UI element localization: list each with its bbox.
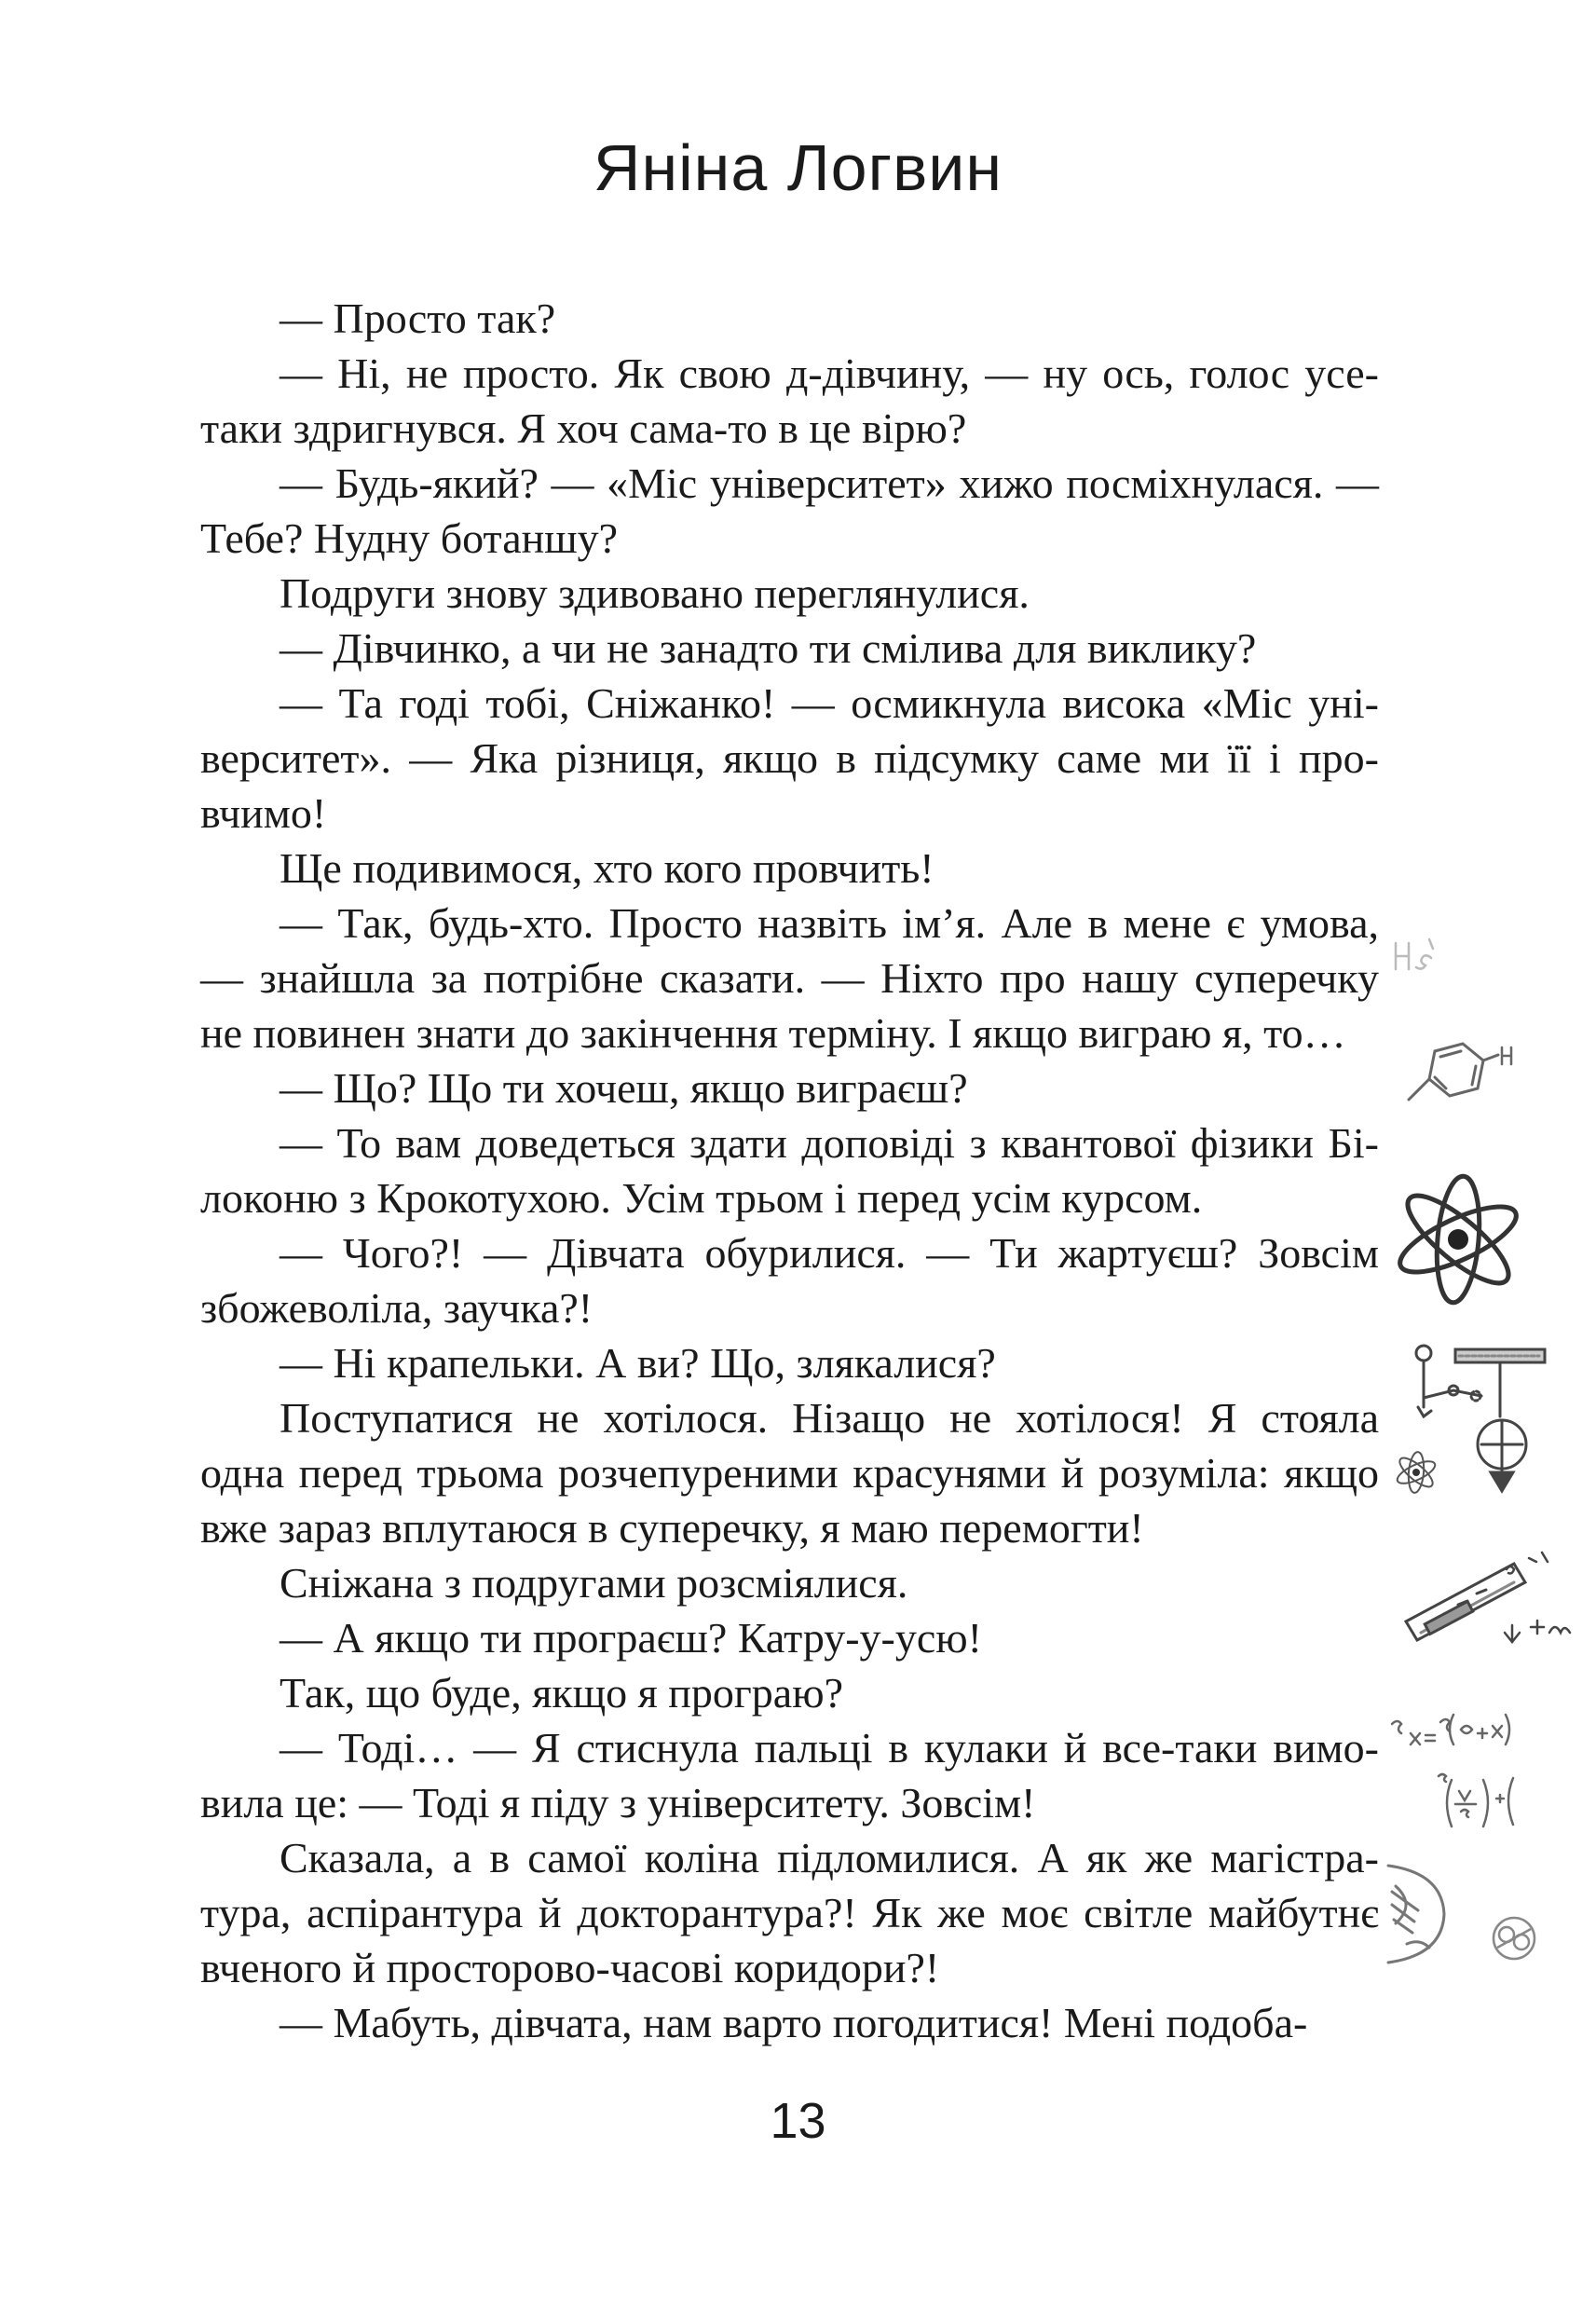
paragraph: Так, що буде, якщо я програю? (280, 1669, 843, 1717)
body-text (200, 291, 1379, 2050)
paragraph: Подруги знову здивовано переглянулися. (280, 569, 1030, 617)
small-atom-icon (1393, 1449, 1439, 1496)
small-circle-scribble-icon (1486, 1910, 1542, 1966)
fraction-scribble-icon (1435, 1771, 1547, 1836)
paragraph: — Чого?! — Дівчата обурилися. — Ти жартуєш? Зовсім збожеволіла, заучка?! (200, 1229, 1379, 1332)
paragraph: — То вам доведеться здати доповіді з квантової фізики Білоконю з Крокотухою. Усім трьом і перед усім курсом. (200, 1119, 1379, 1222)
paragraph: — Та годі тобі, Сніжанко! — осмикнула висока «Міс університет». — Яка різниця, якщо в підсумку саме ми її і провчимо! (200, 679, 1379, 837)
paragraph: — Так, будь-хто. Просто назвіть ім’я. Але в мене є умова, — знайшла за потрібне сказати. — Ніхто про нашу суперечку не повинен знати до закінчення терміну. І якщо виграю я, то… (200, 899, 1379, 1057)
atom-icon (1388, 1170, 1528, 1309)
inclined-plane-icon (1402, 1547, 1579, 1659)
paragraph: — А якщо ти програєш? Катру-у-усю! (280, 1614, 982, 1662)
paragraph: Сказала, а в самої коліна підломилися. А як же магістратура, аспірантура й докторантура?! Як же моє світле майбутнє вченого й просторово-часові коридори?! (200, 1834, 1379, 1991)
paragraph: Поступатися не хотілося. Нізащо не хотілося! Я стояла одна перед трьома розчепуреними красунями й розуміла: якщо вже зараз вплутаюся в суперечку, я маю перемогти! (200, 1394, 1379, 1552)
paragraph: — Що? Що ти хочеш, якщо виграєш? (280, 1064, 968, 1112)
paragraph: — Дівчинко, а чи не занадто ти смілива для виклику? (280, 624, 1257, 672)
page-number: 13 (770, 2093, 826, 2149)
paragraph: — Мабуть, дівчата, нам варто погодитися! Мені подоба- (280, 1999, 1308, 2046)
benzene-ring-icon (1398, 1034, 1519, 1118)
paragraph: — Просто так? (280, 294, 556, 342)
paragraph: — Тоді… — Я стиснула пальці в кулаки й все-таки вимовила це: — Тоді я піду з університету. Зовсім! (200, 1724, 1379, 1826)
margin-doodles (1388, 932, 1596, 2013)
paragraph: Ще подивимося, хто кого провчить! (280, 844, 934, 892)
hs-scribble-icon (1388, 932, 1444, 988)
circle-scribble-icon (1388, 1854, 1463, 1966)
paragraph: Сніжана з подругами розсміялися. (280, 1559, 908, 1607)
equation-scribble-icon (1388, 1705, 1593, 1761)
paragraph: — Будь-який? — «Міс університет» хижо посміхнулася. — Тебе? Нудну ботаншу? (200, 459, 1379, 562)
paragraph: — Ні, не просто. Як свою д-дівчину, — ну ось, голос усе-таки здригнувся. Я хоч сама-то в це вірю? (200, 349, 1379, 452)
running-header-author: Яніна Логвин (593, 131, 1003, 204)
paragraph: — Ні крапельки. А ви? Що, злякалися? (280, 1339, 996, 1387)
